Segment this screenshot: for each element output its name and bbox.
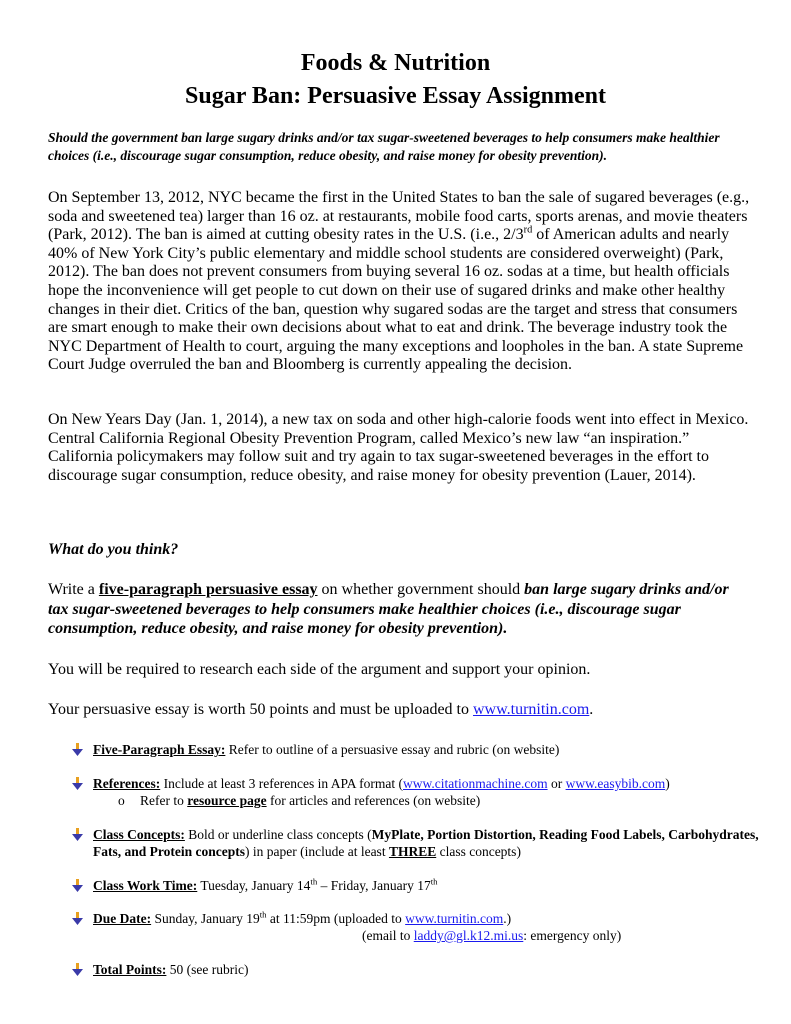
email-prefix: (email to xyxy=(362,928,414,943)
email-link[interactable]: laddy@gl.k12.mi.us xyxy=(413,928,524,943)
concepts-three: THREE xyxy=(388,844,437,859)
references-or: or xyxy=(547,776,566,791)
background-paragraph-1 xyxy=(48,189,753,375)
arrow-bullet-icon xyxy=(71,828,84,841)
paragraph1-part1: On September 13, 2012, NYC became the first in the United States to ban the sale of sugared beverages (e.g., soda and sweetened tea) larger than 16 oz. at restaurants, mobile food carts, sports arenas, and movie theaters (Park, 2012). The ban is aimed at cutting obesity rates in the U.S. (i.e., 2/3 xyxy=(48,189,750,244)
resource-page-label: resource page xyxy=(187,793,267,808)
due-text2: at 11:59pm (uploaded to xyxy=(266,911,406,926)
worth-text: Your persuasive essay is worth 50 points and must be uploaded to xyxy=(48,701,473,718)
work-time-label: Class Work Time: xyxy=(93,878,198,893)
due-text1: Sunday, January 19 xyxy=(151,911,260,926)
arrow-bullet-icon xyxy=(71,963,84,976)
citationmachine-link[interactable]: www.citationmachine.com xyxy=(403,776,548,791)
due-turnitin-link[interactable]: www.turnitin.com xyxy=(405,911,504,926)
write-instructions xyxy=(48,580,748,639)
references-text: Include at least 3 references in APA format ( xyxy=(160,776,404,791)
work-time-sup2: th xyxy=(430,876,438,887)
arrow-bullet-icon xyxy=(71,879,84,892)
points-label: Total Points: xyxy=(93,962,167,977)
email-suffix: : emergency only) xyxy=(523,928,622,943)
due-email-line xyxy=(362,927,621,944)
paragraph1-part2: of American adults and nearly 40% of New York City’s public elementary and middle school students are considered overweight) (Park, 2012). The ban does not prevent consumers from buying several 16 oz. sodas at a time, but health officials hope the inconvenience will get people to cut down on their use of sugared drinks and make other healthy changes in their diet. Critics of the ban, question why sugared sodas are the target and stress that consumers are smart enough to make their own decisions about what to eat and drink. The beverage industry took the NYC Department of Health to court, arguing the many exceptions and loopholes in the ban. A state Supreme Court Judge overruled the ban and Bloomberg is currently appealing the decision. xyxy=(48,226,744,374)
arrow-bullet-icon xyxy=(71,912,84,925)
essay-label: Five-Paragraph Essay: xyxy=(93,742,226,757)
paragraph1-sup: rd xyxy=(523,224,533,236)
arrow-bullet-icon xyxy=(71,777,84,790)
turnitin-link[interactable]: www.turnitin.com xyxy=(473,701,590,718)
work-time-sup1: th xyxy=(310,876,318,887)
essay-type: five-paragraph persuasive essay xyxy=(98,581,318,598)
write-middle: on whether government should xyxy=(317,581,525,598)
worth-suffix: . xyxy=(589,701,594,718)
work-time-text1: Tuesday, January 14 xyxy=(197,878,311,893)
course-title: Foods & Nutrition xyxy=(300,50,491,76)
concepts-text3: class concepts) xyxy=(436,844,521,859)
concepts-list: MyPlate, Portion Distortion, Reading Food Labels, Carbohydrates, Fats, and Protein concepts xyxy=(93,827,759,859)
essay-text: Refer to outline of a persuasive essay and rubric (on website) xyxy=(225,742,560,757)
concepts-label: Class Concepts: xyxy=(93,827,185,842)
concepts-text1: Bold or underline class concepts ( xyxy=(184,827,372,842)
due-text3: .) xyxy=(503,911,512,926)
essay-topic: ban large sugary drinks and/or tax sugar-sweetened beverages to help consumers make healthier choices (i.e., discourage sugar consumption, reduce obesity, and raise money for obesity prevention). xyxy=(48,581,729,637)
essay-question: Should the government ban large sugary drinks and/or tax sugar-sweetened beverages to help consumers make healthier choices (i.e., discourage sugar consumption, reduce obesity, and raise money for obesity prevention). xyxy=(48,130,720,163)
worth-note xyxy=(48,701,593,719)
research-note: You will be required to research each side of the argument and support your opinion. xyxy=(48,661,591,678)
due-sup: th xyxy=(259,909,267,920)
points-text: 50 (see rubric) xyxy=(166,962,249,977)
due-label: Due Date: xyxy=(93,911,152,926)
sub-text: for articles and references (on website) xyxy=(266,793,481,808)
sub-bullet-marker: o xyxy=(118,793,125,808)
assignment-title: Sugar Ban: Persuasive Essay Assignment xyxy=(185,83,606,109)
background-paragraph-2: On New Years Day (Jan. 1, 2014), a new tax on soda and other high-calorie foods went into effect in Mexico. Central California Regional Obesity Prevention Program, called Mexico’s new law “an inspiration.” California policymakers may follow suit and try again to tax sugar-sweetened beverages in the effort to discourage sugar consumption, reduce obesity, and raise money for obesity prevention (Lauer, 2014). xyxy=(48,411,749,484)
work-time-text2: – Friday, January 17 xyxy=(317,878,431,893)
references-label: References: xyxy=(93,776,161,791)
what-do-you-think-heading: What do you think? xyxy=(48,541,179,558)
easybib-link[interactable]: www.easybib.com xyxy=(565,776,666,791)
write-prefix: Write a xyxy=(48,581,99,598)
concepts-text2: ) in paper (include at least xyxy=(245,844,389,859)
references-close: ) xyxy=(665,776,670,791)
sub-prefix: Refer to xyxy=(140,793,188,808)
arrow-bullet-icon xyxy=(71,743,84,756)
